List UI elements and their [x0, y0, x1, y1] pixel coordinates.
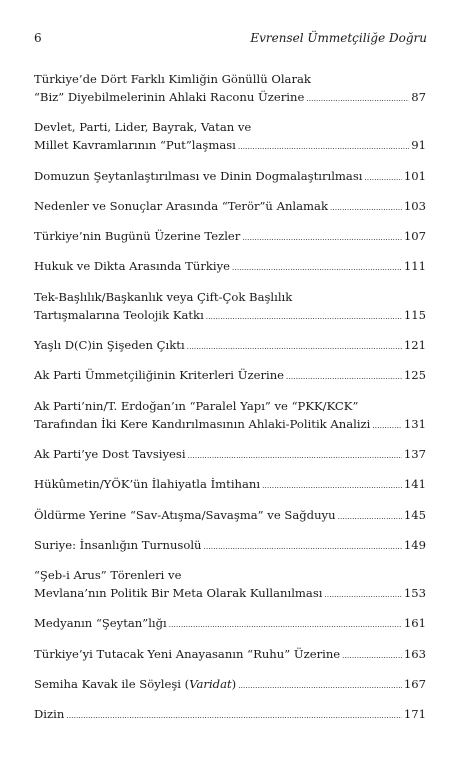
dot-leader	[238, 138, 409, 156]
dot-leader	[342, 647, 402, 665]
toc-page-number: 167	[403, 677, 426, 692]
toc-entry	[34, 257, 426, 277]
table-of-contents	[34, 70, 426, 736]
dot-leader	[330, 199, 402, 217]
toc-entry-title: Medyanın “Şeytan”lığı	[34, 616, 167, 631]
dot-leader	[204, 538, 402, 556]
toc-entry-italic: Varidat	[189, 677, 232, 692]
toc-entry-row	[34, 197, 426, 217]
toc-entry-title-line: Ak Parti’nin/T. Erdoğan’ın “Paralel Yapı” ve “PKK/KCK”	[34, 398, 359, 413]
dot-leader	[66, 707, 402, 725]
toc-entry	[34, 506, 426, 526]
toc-entry	[34, 197, 426, 217]
toc-entry-row	[34, 415, 426, 435]
toc-entry	[34, 645, 426, 665]
toc-entry-row	[34, 536, 426, 556]
toc-entry-row	[34, 584, 426, 604]
toc-page-number: 121	[403, 338, 426, 353]
toc-entry-row	[34, 167, 426, 187]
dot-leader	[372, 417, 401, 435]
toc-entry	[34, 70, 426, 108]
toc-entry	[34, 167, 426, 187]
toc-page-number: 137	[403, 446, 426, 461]
toc-page-number: 163	[403, 646, 426, 661]
toc-entry-row	[34, 675, 426, 695]
toc-entry	[34, 614, 426, 634]
toc-entry	[34, 288, 426, 326]
dot-leader	[242, 229, 402, 247]
dot-leader	[187, 338, 402, 356]
toc-entry-title: Tarafından İki Kere Kandırılmasının Ahlaki-Politik Analizi	[34, 416, 371, 431]
toc-entry-title: Türkiye’yi Tutacak Yeni Anayasanın “Ruhu” Üzerine	[34, 646, 341, 661]
dot-leader	[232, 259, 402, 277]
toc-page-number: 171	[403, 707, 426, 722]
toc-entry	[34, 566, 426, 604]
dot-leader	[306, 90, 409, 108]
toc-entry-title: Domuzun Şeytanlaştırılması ve Dinin Dogmalaştırılması	[34, 168, 363, 183]
toc-entry	[34, 227, 426, 247]
toc-entry	[34, 336, 426, 356]
running-header: Evrensel Ümmetçiliğe Doğru	[250, 31, 427, 45]
dot-leader	[338, 508, 402, 526]
toc-entry-row	[34, 506, 426, 526]
toc-entry-title: Türkiye’nin Bugünü Üzerine Tezler	[34, 229, 241, 244]
toc-entry-title: Nedenler ve Sonuçlar Arasında “Terör”ü Anlamak	[34, 198, 328, 213]
toc-entry-title: Suriye: İnsanlığın Turnusolü	[34, 537, 202, 552]
toc-page-number: 131	[403, 416, 426, 431]
toc-entry-row	[34, 227, 426, 247]
toc-entry-title: Semiha Kavak ile Söyleşi (Varidat)	[34, 677, 237, 692]
toc-entry-row	[34, 475, 426, 495]
toc-page-number: 101	[403, 168, 426, 183]
toc-entry-title-line: Türkiye’de Dört Farklı Kimliğin Gönüllü Olarak	[34, 72, 311, 86]
toc-entry-title: Dizin	[34, 707, 65, 722]
toc-entry-row	[34, 445, 426, 465]
toc-page-number: 145	[403, 507, 426, 522]
toc-page-number: 125	[403, 368, 426, 383]
toc-entry	[34, 366, 426, 386]
dot-leader	[188, 447, 402, 465]
toc-entry-title: Mevlana’nın Politik Bir Meta Olarak Kullanılması	[34, 586, 323, 601]
page-number: 6	[34, 31, 42, 45]
toc-page-number: 107	[403, 229, 426, 244]
toc-page-number: 103	[403, 198, 426, 213]
toc-entry-title: Ak Parti Ümmetçiliğinin Kriterleri Üzerine	[34, 368, 285, 383]
toc-page-number: 115	[403, 307, 426, 322]
toc-entry-row	[34, 336, 426, 356]
toc-entry-title: “Biz” Diyebilmelerinin Ahlaki Raconu Üzerine	[34, 90, 305, 104]
toc-entry-title: Tartışmalarına Teolojik Katkı	[34, 307, 204, 322]
toc-entry	[34, 118, 426, 156]
toc-entry	[34, 445, 426, 465]
toc-entry	[34, 397, 426, 435]
toc-entry	[34, 536, 426, 556]
toc-entry-row	[34, 614, 426, 634]
toc-entry-title-line: Tek-Başlılık/Başkanlık veya Çift-Çok Başlılık	[34, 289, 293, 304]
toc-entry-row	[34, 136, 426, 156]
toc-page-number: 111	[403, 259, 426, 274]
toc-entry	[34, 675, 426, 695]
toc-entry-title: Hukuk ve Dikta Arasında Türkiye	[34, 259, 231, 274]
dot-leader	[286, 368, 402, 386]
toc-entry-row	[34, 306, 426, 326]
toc-page-number: 153	[403, 586, 426, 601]
toc-entry	[34, 705, 426, 725]
toc-entry-title: Millet Kavramlarının “Put”laşması	[34, 138, 236, 153]
toc-entry-title-line: Devlet, Parti, Lider, Bayrak, Vatan ve	[34, 120, 252, 135]
toc-page-number: 149	[403, 537, 426, 552]
toc-page-number: 87	[411, 90, 426, 104]
dot-leader	[169, 616, 402, 634]
dot-leader	[206, 308, 402, 326]
toc-page-number: 91	[411, 138, 426, 153]
toc-entry	[34, 475, 426, 495]
toc-entry-row	[34, 705, 426, 725]
dot-leader	[262, 477, 402, 495]
toc-entry-row	[34, 645, 426, 665]
toc-entry-title: Hükûmetin/YÖK’ün İlahiyatla İmtihanı	[34, 477, 261, 492]
toc-entry-row	[34, 257, 426, 277]
toc-entry-row	[34, 88, 426, 108]
dot-leader	[324, 586, 401, 604]
dot-leader	[238, 677, 402, 695]
dot-leader	[365, 169, 402, 187]
toc-page-number: 141	[403, 477, 426, 492]
toc-page-number: 161	[403, 616, 426, 631]
toc-entry-title-line: “Şeb-i Arus” Törenleri ve	[34, 568, 182, 583]
toc-entry-row	[34, 366, 426, 386]
toc-entry-title: Yaşlı D(C)in Şişeden Çıktı	[34, 338, 185, 353]
toc-entry-title: Öldürme Yerine “Sav-Atışma/Savaşma” ve Sağduyu	[34, 507, 336, 522]
toc-entry-title: Ak Parti’ye Dost Tavsiyesi	[34, 446, 186, 461]
